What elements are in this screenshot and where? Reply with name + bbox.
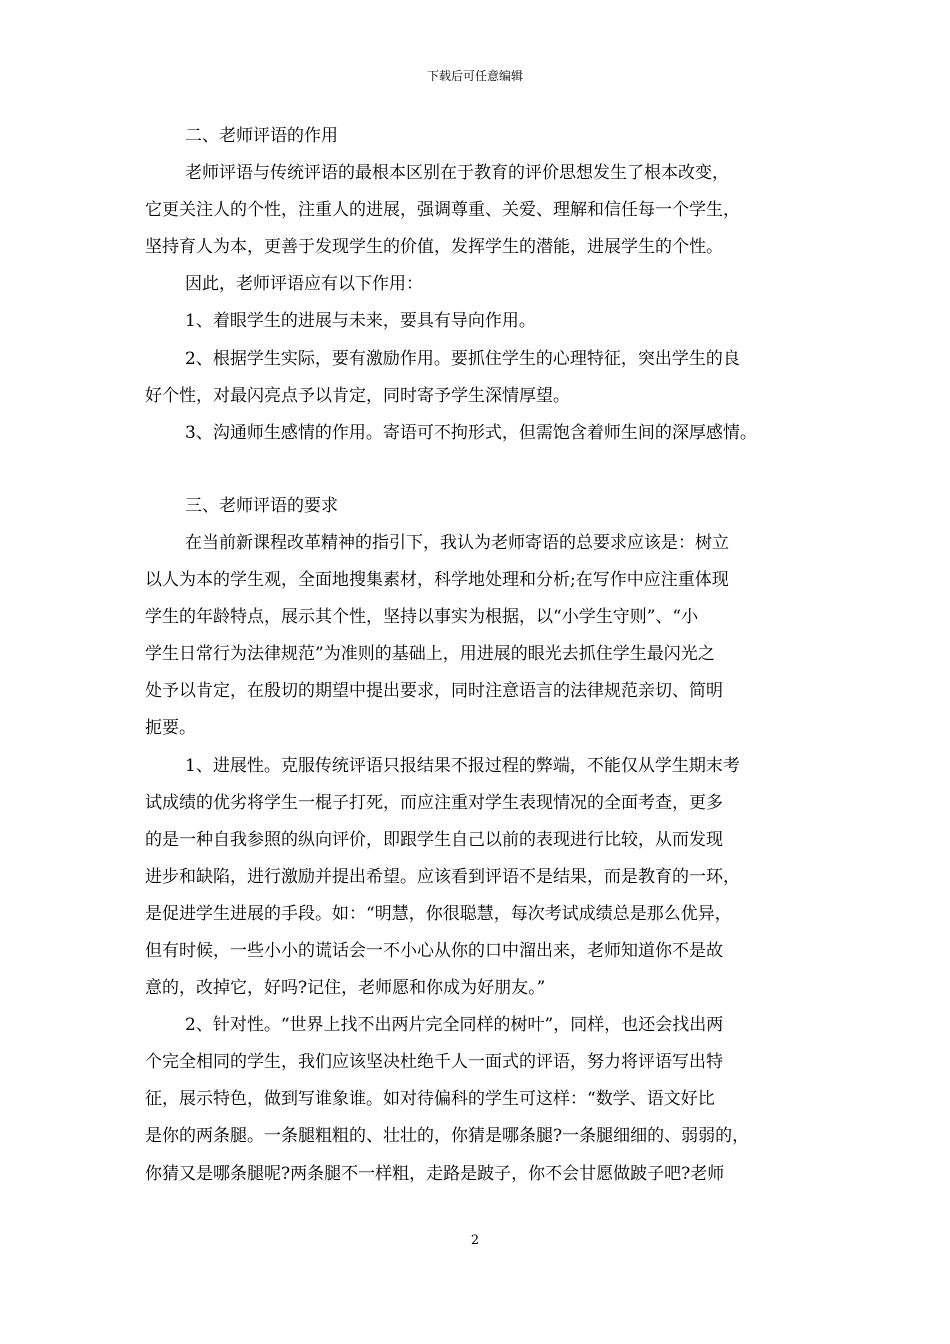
text-line: 学生日常行为法律规范”为准则的基础上，用进展的眼光去抓住学生最闪光之 xyxy=(145,644,715,665)
page-number: 2 xyxy=(470,1233,480,1248)
text-line: 是你的两条腿。一条腿粗粗的、壮壮的，你猜是哪条腿?一条腿细细的、弱弱的， xyxy=(145,1126,750,1147)
document-body xyxy=(145,118,810,1193)
text-line: 进步和缺陷，进行激励并提出希望。应该看到评语不是结果，而是教育的一环， xyxy=(145,866,740,887)
section-1 xyxy=(145,118,810,452)
text-line: 老师评语与传统评语的最根本区别在于教育的评价思想发生了根本改变， xyxy=(185,163,729,184)
text-line: 坚持育人为本，更善于发现学生的价值，发挥学生的潜能，进展学生的个性。 xyxy=(145,237,723,258)
text-line: 但有时候，一些小小的谎话会一不小心从你的口中溜出来，老师知道你不是故 xyxy=(145,940,723,961)
text-line: 2、根据学生实际，要有激励作用。要抓住学生的心理特征，突出学生的良 xyxy=(185,348,740,369)
section-heading: 三、老师评语的要求 xyxy=(185,495,338,516)
text-line: 1、着眼学生的进展与未来，要具有导向作用。 xyxy=(185,311,536,332)
text-line: 扼要。 xyxy=(145,718,196,739)
text-line: 学生的年龄特点，展示其个性，坚持以事实为根据，以“小学生守则”、“小 xyxy=(145,607,699,628)
text-line: 3、沟通师生感情的作用。寄语可不拘形式，但需饱含着师生间的深厚感情。 xyxy=(185,422,757,443)
text-line: 的是一种自我参照的纵向评价，即跟学生自己以前的表现进行比较，从而发现 xyxy=(145,829,723,850)
text-line: 你猜又是哪条腿呢?两条腿不一样粗，走路是跛子，你不会甘愿做跛子吧?老师 xyxy=(145,1163,725,1184)
text-line: 以人为本的学生观，全面地搜集素材，科学地处理和分析;在写作中应注重体现 xyxy=(145,570,729,591)
text-line: 试成绩的优劣将学生一棍子打死，而应注重对学生表现情况的全面考查，更多 xyxy=(145,792,723,813)
text-line: 是促进学生进展的手段。如：“明慧，你很聪慧，每次考试成绩总是那么优异， xyxy=(145,903,732,924)
section-heading: 二、老师评语的作用 xyxy=(185,126,338,146)
section-2 xyxy=(145,488,810,1193)
section-gap xyxy=(145,452,810,488)
page-header: 下载后可任意编辑 xyxy=(426,69,523,83)
text-line: 2、针对性。“世界上找不出两片完全同样的树叶”，同样，也还会找出两 xyxy=(185,1015,724,1036)
text-line: 征，展示特色，做到写谁象谁。如对待偏科的学生可这样：“数学、语文好比 xyxy=(145,1089,715,1110)
text-line: 处予以肯定，在殷切的期望中提出要求，同时注意语言的法律规范亲切、简明 xyxy=(145,681,723,702)
text-line: 个完全相同的学生，我们应该坚决杜绝千人一面式的评语，努力将评语写出特 xyxy=(145,1052,723,1073)
text-line: 意的，改掉它，好吗?记住，老师愿和你成为好朋友。” xyxy=(145,978,546,999)
text-line: 好个性，对最闪亮点予以肯定，同时寄予学生深情厚望。 xyxy=(145,385,570,406)
text-line: 1、进展性。克服传统评语只报结果不报过程的弊端，不能仅从学生期末考 xyxy=(185,755,740,776)
text-line: 在当前新课程改革精神的指引下，我认为老师寄语的总要求应该是：树立 xyxy=(185,532,729,553)
text-line: 它更关注人的个性，注重人的进展，强调尊重、关爱、理解和信任每一个学生， xyxy=(145,200,740,221)
text-line: 因此，老师评语应有以下作用： xyxy=(185,274,423,295)
